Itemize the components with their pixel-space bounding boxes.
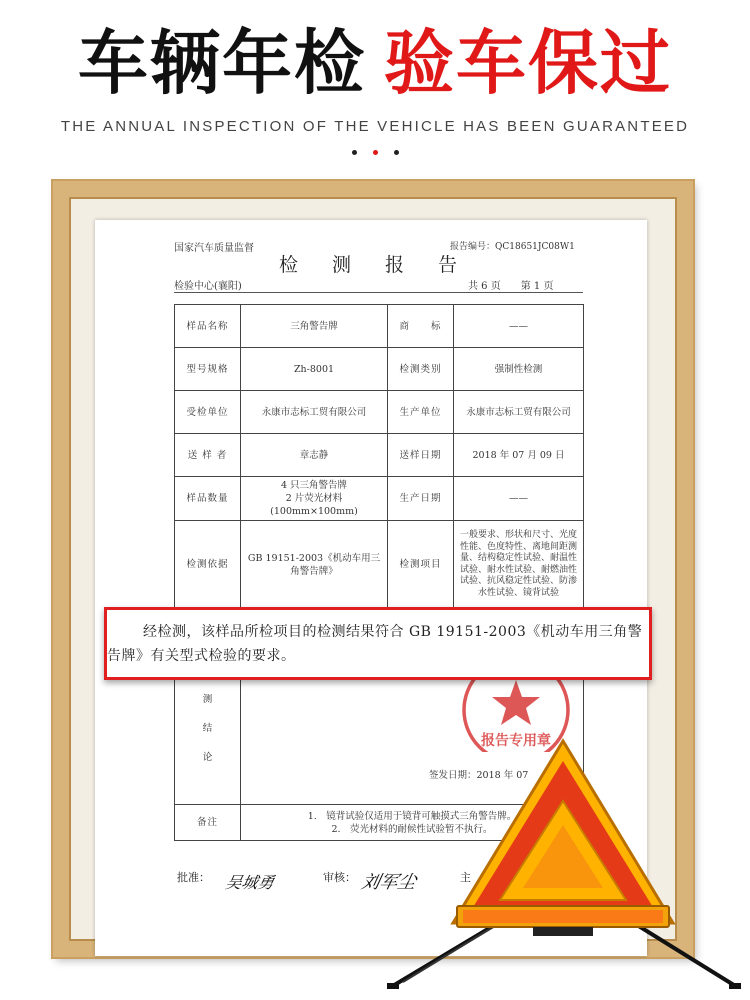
concl-char: 结 bbox=[202, 723, 213, 734]
agency-label: 国家汽车质量监督 bbox=[174, 243, 254, 254]
cell-value: 一般要求、形状和尺寸、光度性能、色度特性、离地间距测量、结构稳定性试验、耐温性试验、耐水性试验、耐燃油性试验、抗风稳定性试验、防渗水性试验、镜背试验 bbox=[454, 521, 584, 609]
cell-value: —— bbox=[454, 477, 584, 521]
quantity-line: 2 片荧光材料(100mm×100mm) bbox=[270, 493, 358, 517]
divider-line bbox=[174, 292, 583, 293]
cell-label: 备注 bbox=[175, 805, 241, 841]
center-label: 检验中心(襄阳) bbox=[174, 281, 242, 292]
concl-char: 测 bbox=[202, 694, 213, 705]
conclusion-text: 经检测，该样品所检项目的检测结果符合 GB 19151-2003《机动车用三角警告牌》有关型式检验的要求。 bbox=[107, 624, 643, 664]
dot bbox=[394, 150, 399, 155]
approve-label: 批准： bbox=[177, 871, 210, 884]
cell-label: 生产单位 bbox=[388, 391, 454, 434]
cell-value: —— bbox=[454, 305, 584, 348]
cell-value: 2018 年 07 月 09 日 bbox=[454, 434, 584, 477]
decorative-dots bbox=[0, 150, 750, 155]
cell-value bbox=[241, 477, 388, 521]
cell-value: GB 19151-2003《机动车用三角警告牌》 bbox=[241, 521, 388, 609]
cell-label: 检测项目 bbox=[388, 521, 454, 609]
cell-label: 送样日期 bbox=[388, 434, 454, 477]
cell-label: 样品名称 bbox=[175, 305, 241, 348]
stamp-text: 报告专用章 bbox=[481, 733, 551, 749]
cell-value: Zh-8001 bbox=[241, 348, 388, 391]
cell-label: 送 样 者 bbox=[175, 434, 241, 477]
issue-date: 签发日期：2018 年 07 bbox=[429, 770, 529, 781]
remark-line: 1. 镜背试验仅适用于镜背可触摸式三角警告牌。 bbox=[307, 810, 517, 822]
cell-value: 永康市志标工贸有限公司 bbox=[241, 391, 388, 434]
cell-label: 检测依据 bbox=[175, 521, 241, 609]
cell-label: 受检单位 bbox=[175, 391, 241, 434]
report-number: 报告编号：QC18651JC08W1 bbox=[450, 242, 575, 252]
approve-signature: 吴城勇 bbox=[223, 873, 276, 892]
page-count: 共 6 页 第 1 页 bbox=[468, 281, 554, 292]
remark-line: 2. 荧光材料的耐候性试验暂不执行。 bbox=[331, 823, 493, 835]
dot bbox=[352, 150, 357, 155]
cell-value: 强制性检测 bbox=[454, 348, 584, 391]
cell-label: 样品数量 bbox=[175, 477, 241, 521]
report-title: 检 测 报 告 bbox=[278, 254, 472, 276]
main-label: 主 bbox=[460, 871, 471, 884]
review-signature: 刘军尘 bbox=[359, 872, 418, 893]
cell-label: 检测类别 bbox=[388, 348, 454, 391]
headline-red: 验车保过 bbox=[384, 22, 672, 104]
cell-value: 章志静 bbox=[241, 434, 388, 477]
cell-value: 三角警告牌 bbox=[241, 305, 388, 348]
headline-subtitle: THE ANNUAL INSPECTION OF THE VEHICLE HAS BEEN GUARANTEED bbox=[60, 118, 690, 135]
cell-label: 生产日期 bbox=[388, 477, 454, 521]
conclusion-highlight-box bbox=[104, 607, 652, 680]
page-headline bbox=[0, 18, 750, 108]
dot-red bbox=[373, 150, 378, 155]
cell-label: 型号规格 bbox=[175, 348, 241, 391]
cell-value: 永康市志标工贸有限公司 bbox=[454, 391, 584, 434]
review-label: 审核： bbox=[323, 871, 356, 884]
headline-black: 车辆年检 bbox=[78, 22, 366, 104]
quantity-line: 4 只三角警告牌 bbox=[280, 480, 348, 491]
cell-label: 商 标 bbox=[388, 305, 454, 348]
concl-char: 论 bbox=[202, 752, 213, 763]
warning-triangle-icon bbox=[383, 735, 743, 997]
